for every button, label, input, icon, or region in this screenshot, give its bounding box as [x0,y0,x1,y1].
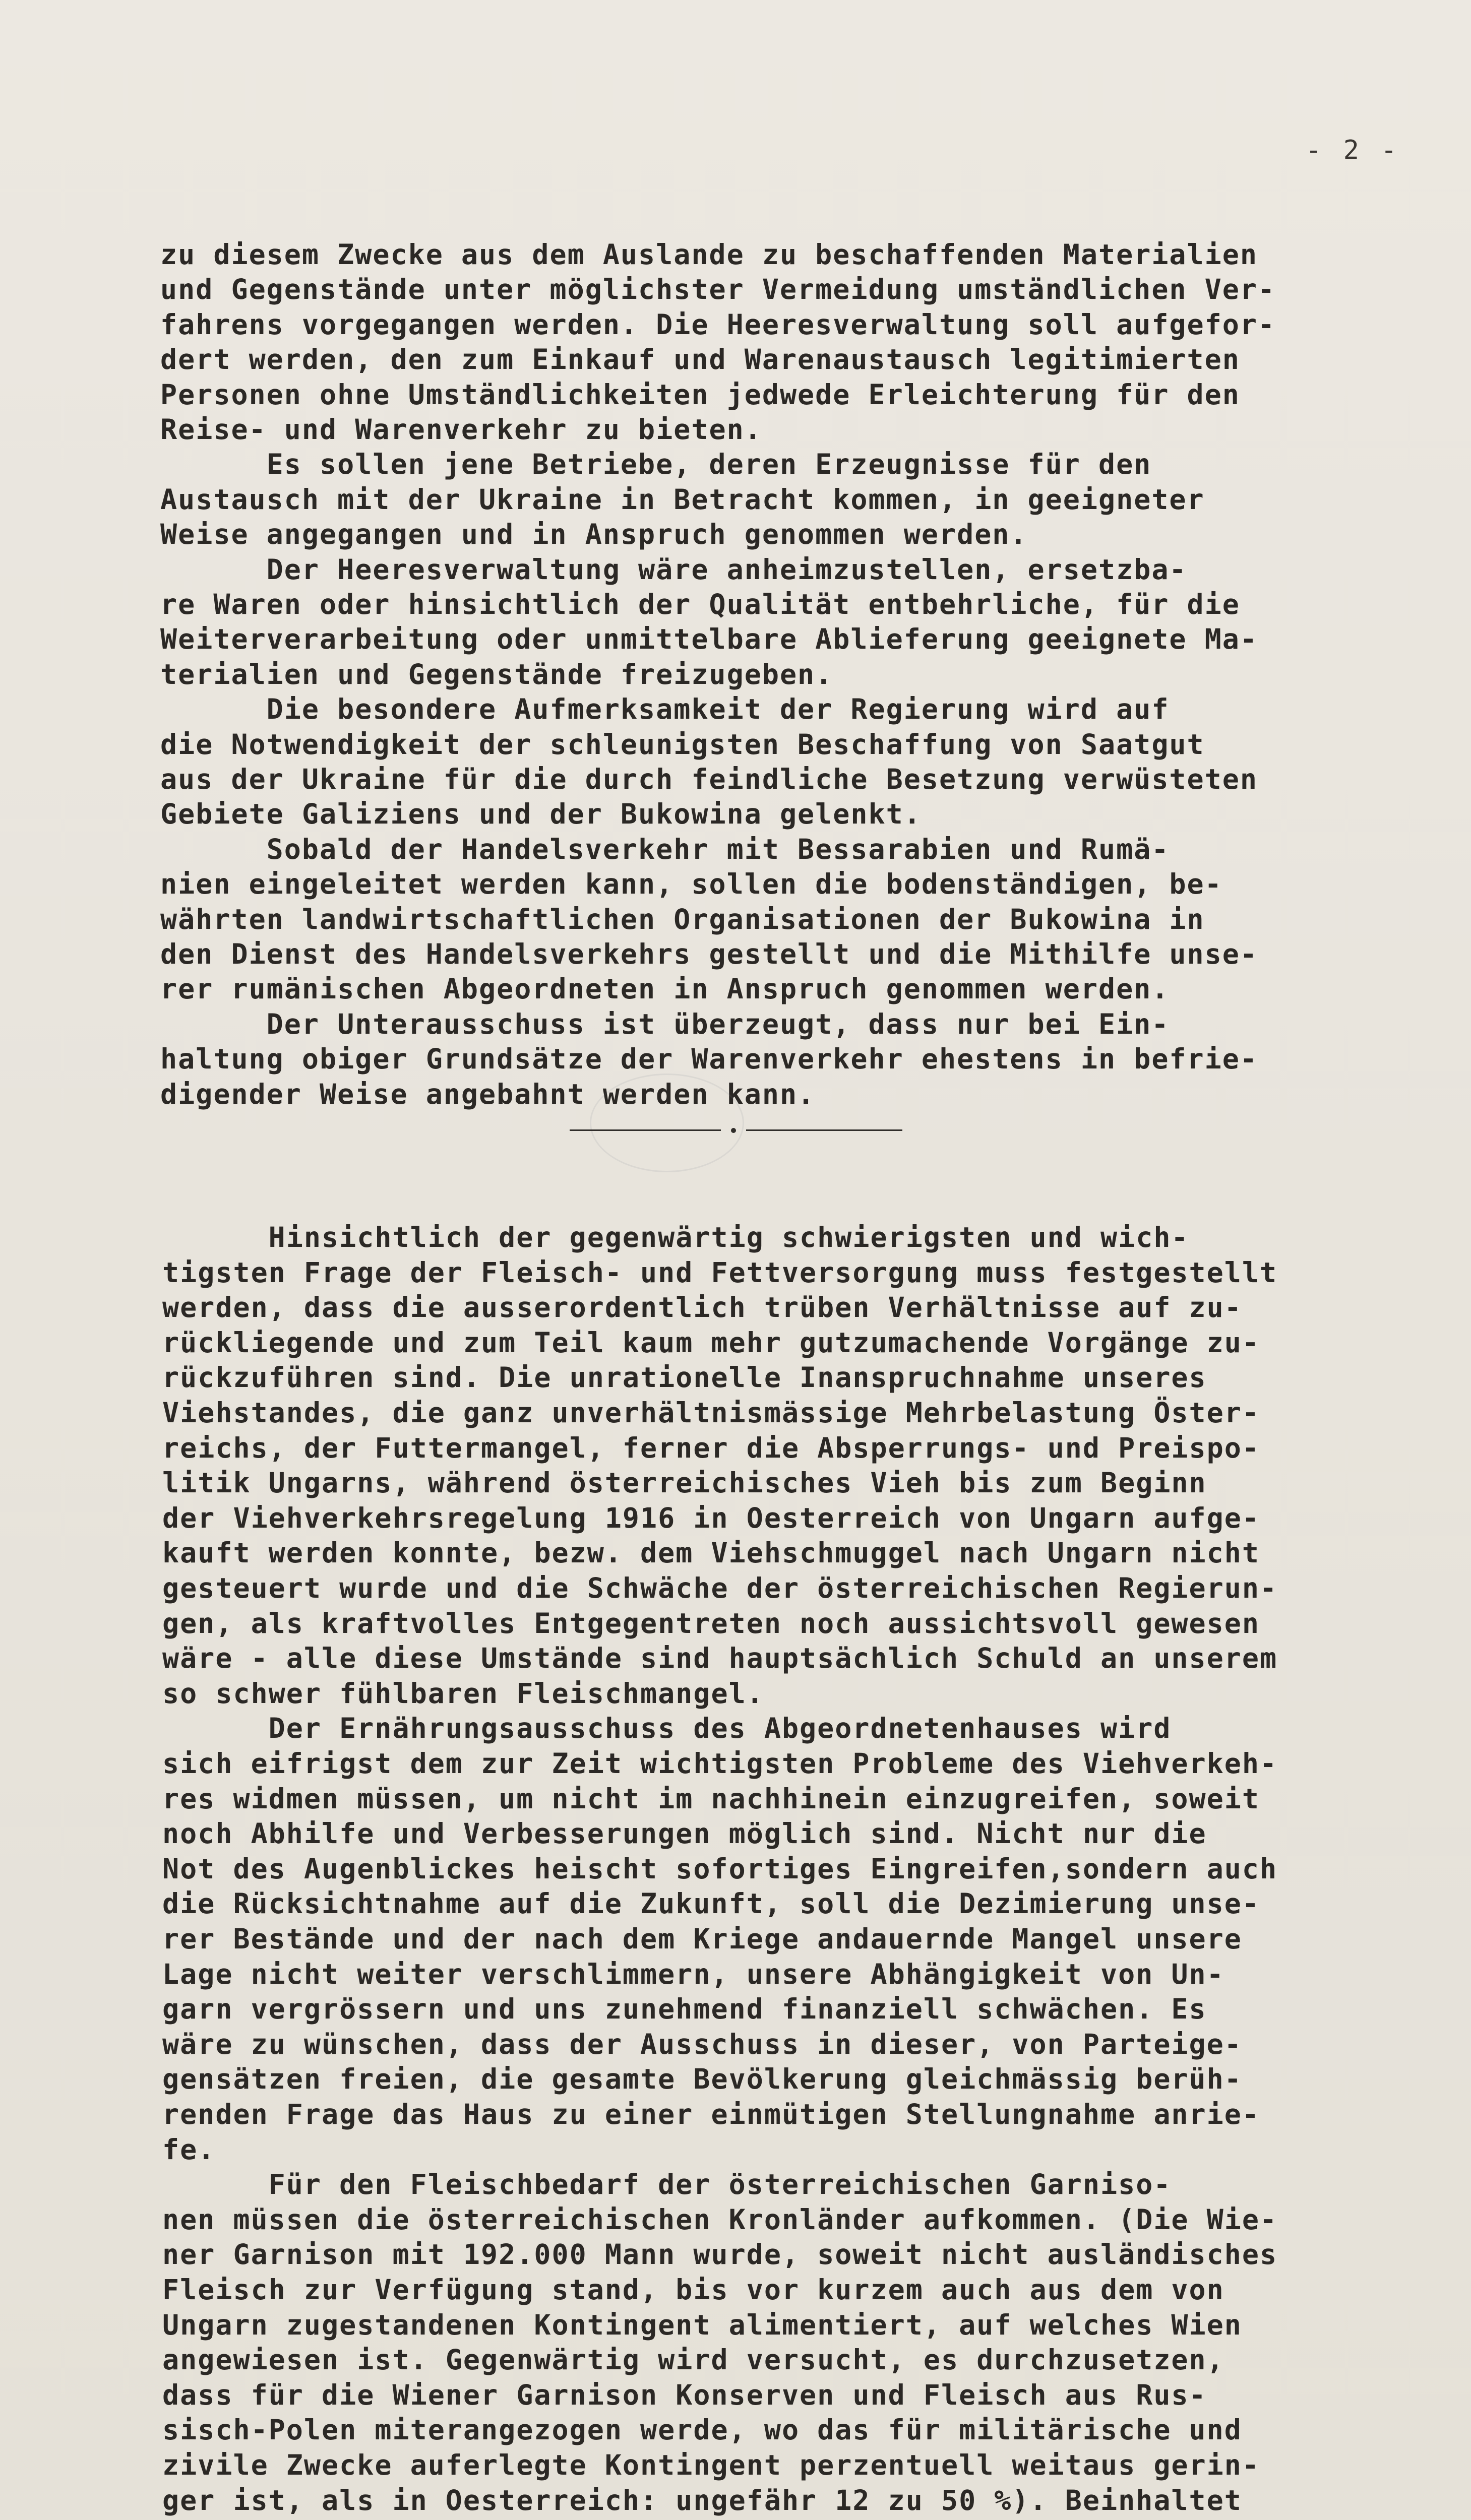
text-line: gesteuert wurde und die Schwäche der österreichischen Regierun- [162,1572,1278,1604]
text-line: haltung obiger Grundsätze der Warenverkehr ehestens in befrie- [160,1043,1258,1076]
text-line: Not des Augenblickes heischt sofortiges Eingreifen,sondern auch [162,1852,1278,1885]
text-line: tigsten Frage der Fleisch- und Fettversorgung muss festgestellt [162,1256,1278,1289]
faint-stamp [590,1074,744,1172]
text-line: Ungarn zugestandenen Kontingent alimentiert, auf welches Wien [162,2308,1242,2341]
text-line: garn vergrössern und uns zunehmend finanziell schwächen. Es [162,1993,1207,2026]
text-line: gensätzen freien, die gesamte Bevölkerung gleichmässig berüh- [162,2063,1242,2096]
text-line: rer Bestände und der nach dem Kriege andauernde Mangel unsere [162,1923,1242,1955]
text-line: Sobald der Handelsverkehr mit Bessarabien und Rumä- [160,833,1170,865]
text-line: Der Heeresverwaltung wäre anheimzustellen, ersetzba- [160,553,1187,586]
text-line: ger ist, als in Oesterreich: ungefähr 12 zu 50 %). Beinhaltet [162,2484,1242,2516]
text-line: wäre - alle diese Umstände sind hauptsächlich Schuld an unserem [162,1642,1278,1675]
text-line: rer rumänischen Abgeordneten in Anspruch genommen werden. [160,973,1170,1005]
text-line: Gebiete Galiziens und der Bukowina gelenkt. [160,798,922,831]
text-line: die Rücksichtnahme auf die Zukunft, soll die Dezimierung unse- [162,1887,1260,1920]
text-line: noch Abhilfe und Verbesserungen möglich sind. Nicht nur die [162,1817,1207,1850]
text-line: Lage nicht weiter verschlimmern, unsere Abhängigkeit von Un- [162,1958,1224,1990]
text-line: kauft werden konnte, bezw. dem Viehschmuggel nach Ungarn nicht [162,1537,1260,1569]
text-line: den Dienst des Handelsverkehrs gestellt und die Mithilfe unse- [160,938,1258,970]
text-line: werden, dass die ausserordentlich trüben Verhältnisse auf zu- [162,1291,1242,1324]
text-line: Der Ernährungsausschuss des Abgeordnetenhauses wird [162,1712,1172,1745]
page-number: - 2 - [1306,135,1400,165]
text-line: angewiesen ist. Gegenwärtig wird versucht, es durchzusetzen, [162,2344,1224,2376]
text-line: Hinsichtlich der gegenwärtig schwierigsten und wich- [162,1221,1189,1253]
text-line: sisch-Polen miterangezogen werde, wo das für militärische und [162,2414,1242,2446]
text-line: aus der Ukraine für die durch feindliche Besetzung verwüsteten [160,763,1258,795]
text-line: gen, als kraftvolles Entgegentreten noch aussichtsvoll gewesen [162,1607,1260,1640]
text-line: res widmen müssen, um nicht im nachhinein einzugreifen, soweit [162,1782,1260,1815]
text-line: dass für die Wiener Garnison Konserven und Fleisch aus Rus- [162,2378,1207,2411]
text-line: Personen ohne Umständlichkeiten jedwede Erleichterung für den [160,378,1240,411]
text-line: fahrens vorgegangen werden. Die Heeresverwaltung soll aufgefor- [160,308,1276,341]
text-line: ner Garnison mit 192.000 Mann wurde, soweit nicht ausländisches [162,2238,1278,2271]
text-line: fe. [162,2133,216,2166]
text-line: terialien und Gegenstände freizugeben. [160,658,833,690]
text-line: Der Unterausschuss ist überzeugt, dass nur bei Ein- [160,1007,1170,1040]
text-line: zu diesem Zwecke aus dem Auslande zu beschaffenden Materialien [160,238,1258,271]
text-line: so schwer fühlbaren Fleischmangel. [162,1677,764,1710]
text-line: Viehstandes, die ganz unverhältnismässige Mehrbelastung Öster- [162,1397,1260,1429]
text-line: Die besondere Aufmerksamkeit der Regierung wird auf [160,693,1170,726]
text-line: nen müssen die österreichischen Kronländer aufkommen. (Die Wie- [162,2203,1278,2236]
text-line: Weiterverarbeitung oder unmittelbare Ablieferung geeignete Ma- [160,623,1258,656]
text-line: zivile Zwecke auferlegte Kontingent perzentuell weitaus gerin- [162,2449,1260,2481]
text-line: rückzuführen sind. Die unrationelle Inanspruchnahme unseres [162,1361,1207,1394]
text-line: der Viehverkehrsregelung 1916 in Oesterreich von Ungarn aufge- [162,1501,1260,1534]
text-line: re Waren oder hinsichtlich der Qualität entbehrliche, für die [160,588,1240,620]
section-separator [570,1127,902,1133]
text-line: reichs, der Futtermangel, ferner die Absperrungs- und Preispo- [162,1431,1260,1464]
text-line: die Notwendigkeit der schleunigsten Beschaffung von Saatgut [160,728,1205,761]
text-line: Für den Fleischbedarf der österreichischen Garniso- [162,2168,1172,2201]
text-line: Weise angegangen und in Anspruch genommen werden. [160,518,1028,551]
text-line: Austausch mit der Ukraine in Betracht kommen, in geeigneter [160,483,1205,516]
text-line: rückliegende und zum Teil kaum mehr gutzumachende Vorgänge zu- [162,1326,1260,1359]
text-line: wäre zu wünschen, dass der Ausschuss in dieser, von Parteige- [162,2028,1242,2060]
text-line: währten landwirtschaftlichen Organisationen der Bukowina in [160,903,1205,935]
text-line: Reise- und Warenverkehr zu bieten. [160,413,762,446]
text-line: renden Frage das Haus zu einer einmütigen Stellungnahme anrie- [162,2098,1260,2130]
text-line: Es sollen jene Betriebe, deren Erzeugnisse für den [160,448,1152,481]
text-line: Fleisch zur Verfügung stand, bis vor kurzem auch aus dem von [162,2274,1224,2306]
text-line: dert werden, den zum Einkauf und Warenaustausch legitimierten [160,343,1240,376]
text-line: digender Weise angebahnt werden kann. [160,1078,816,1110]
text-line: sich eifrigst dem zur Zeit wichtigsten Probleme des Viehverkeh- [162,1747,1278,1780]
text-line: und Gegenstände unter möglichster Vermeidung umständlichen Ver- [160,273,1276,306]
text-line: litik Ungarns, während österreichisches Vieh bis zum Beginn [162,1467,1207,1499]
text-line: nien eingeleitet werden kann, sollen die bodenständigen, be- [160,868,1222,901]
